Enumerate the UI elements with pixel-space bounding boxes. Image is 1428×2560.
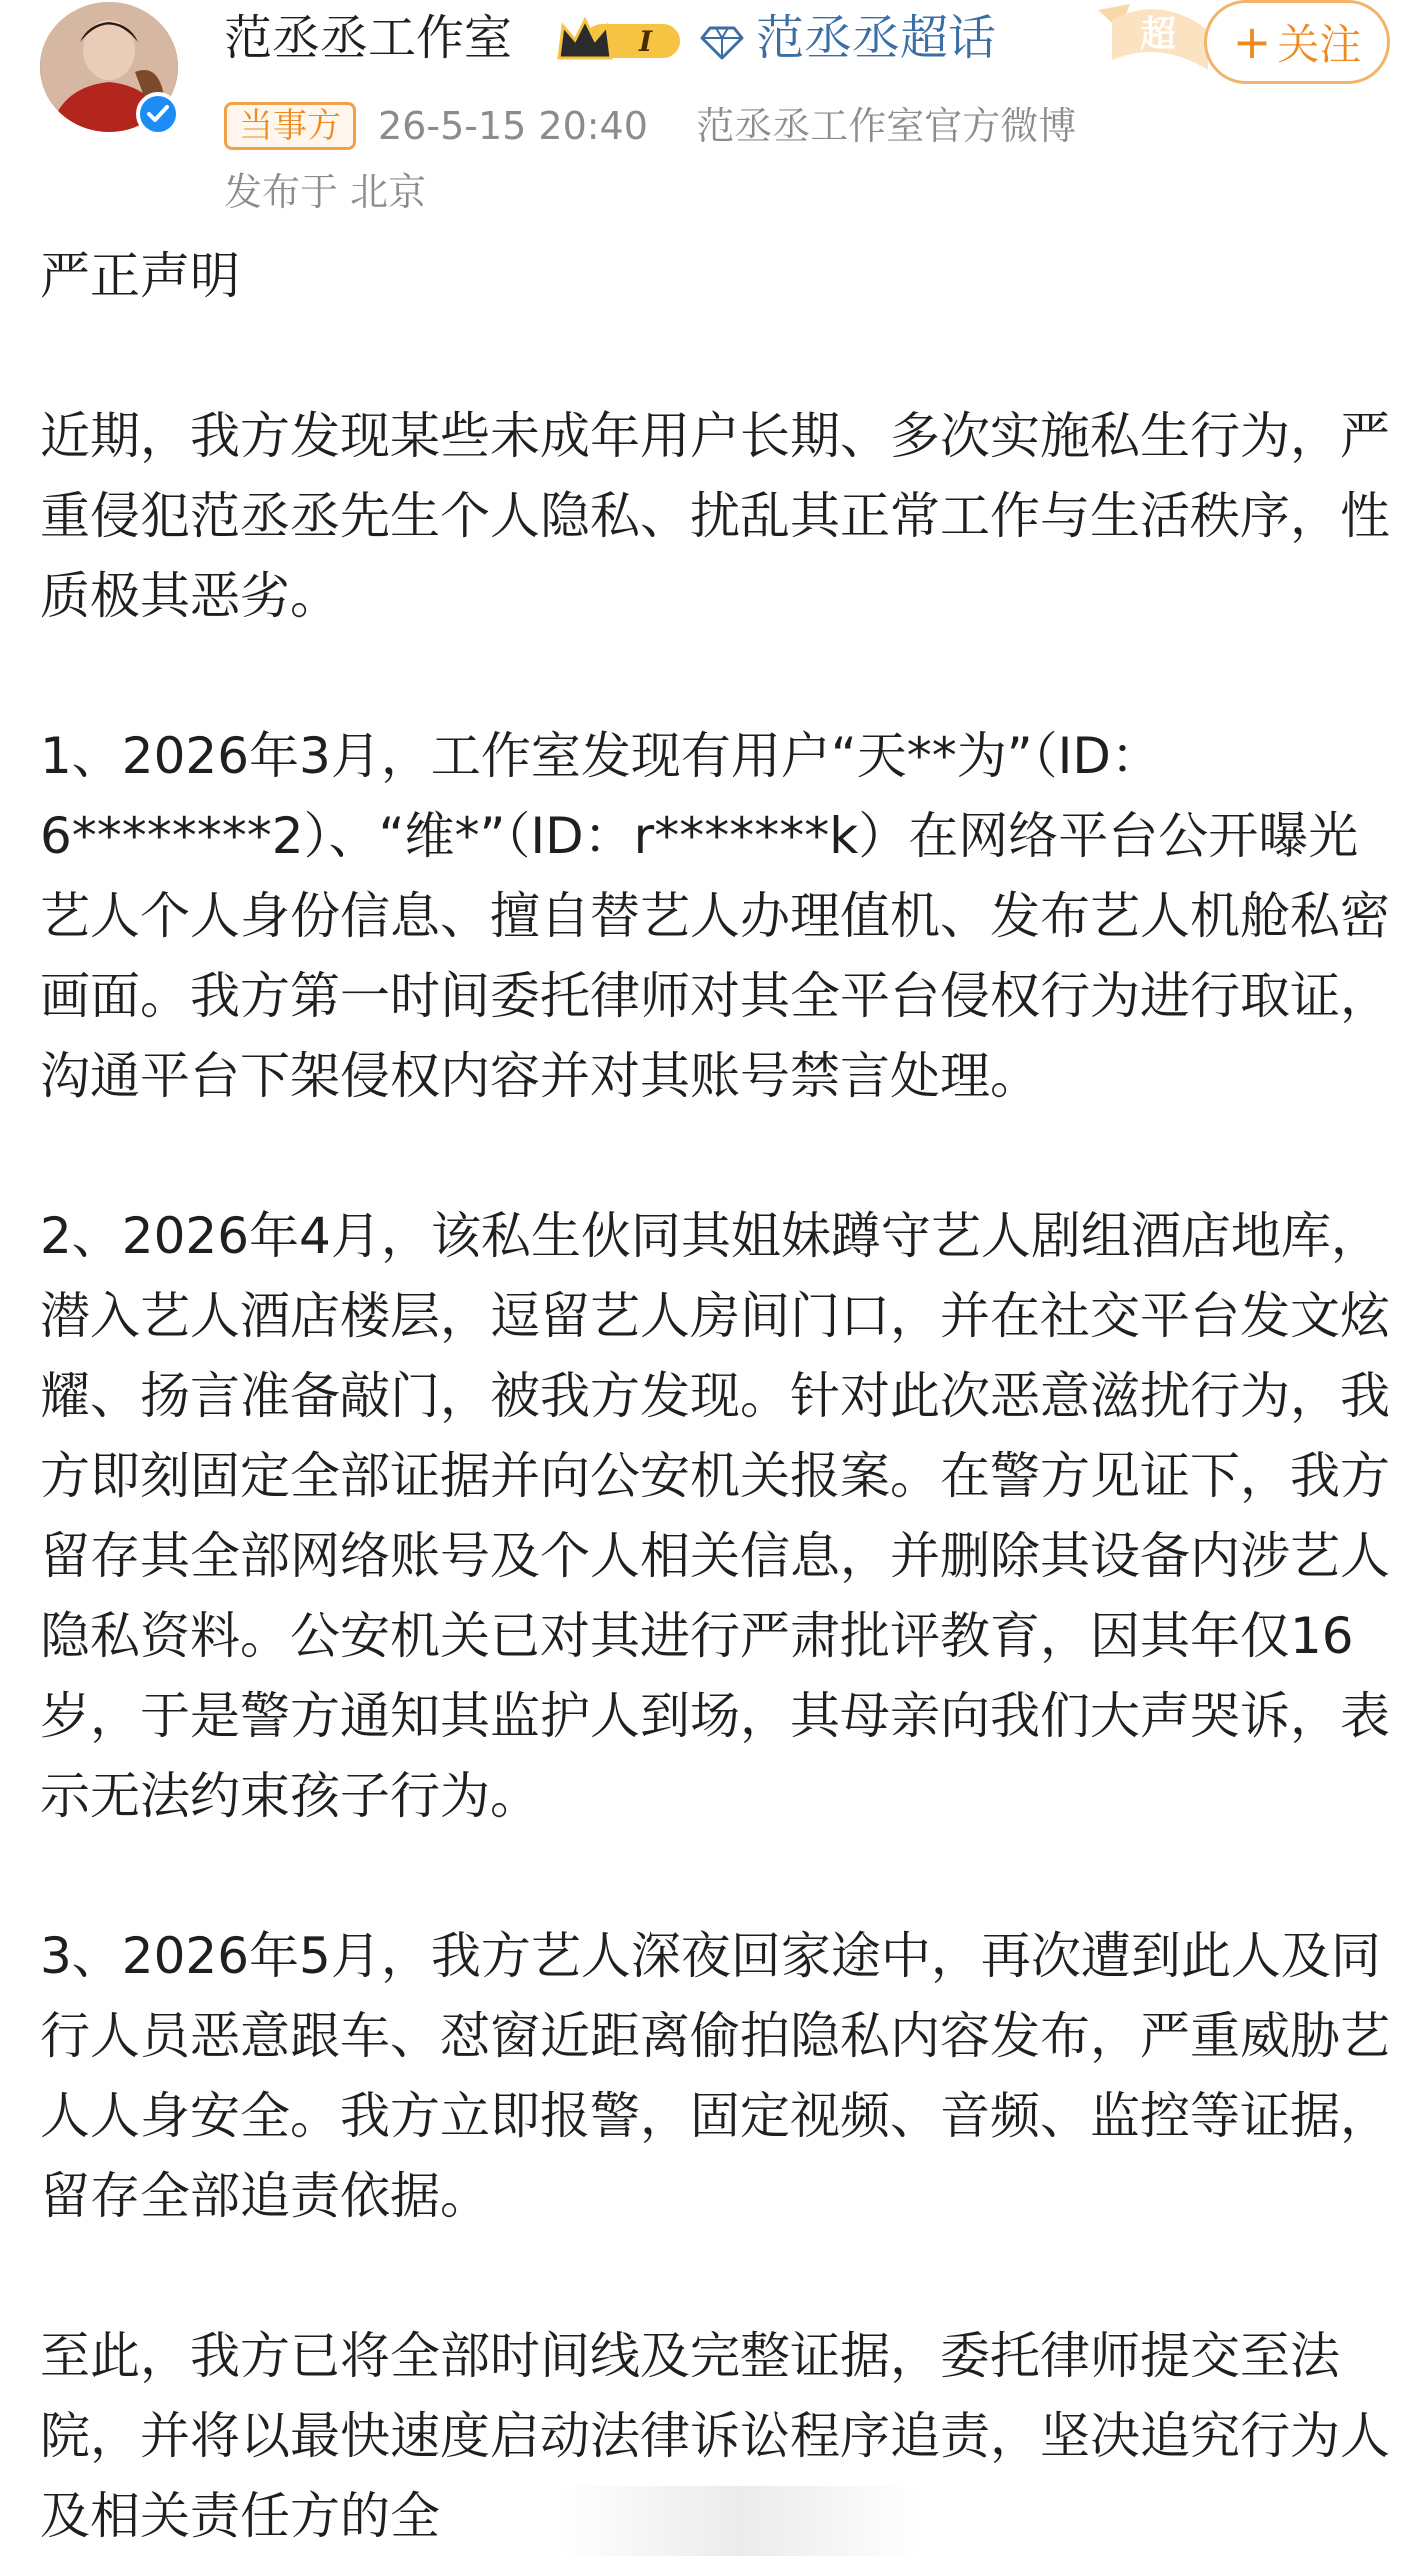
author-name[interactable]: 范丞丞工作室 [224,10,513,66]
post-title: 严正声明 [40,247,240,305]
post-paragraph: 3、2026年5月，我方艺人深夜回家途中，再次遭到此人及同行人员恶意跟车、怼窗近距离偷拍隐私内容发布，严重威胁艺人人身安全。我方立即报警，固定视频、音频、监控等证据，留存全部追责依据。 [40,1927,1390,2225]
post-meta [378,98,1076,154]
diamond-icon [700,22,744,62]
post-location: 发布于 北京 [224,170,427,214]
super-topic-link[interactable]: 范丞丞超话 [756,10,997,66]
crown-badge-icon[interactable] [555,14,685,64]
party-tag: 当事方 [224,102,356,150]
super-topic-badge [1090,0,1210,70]
plus-icon: + [1232,15,1272,69]
follow-button[interactable] [1204,0,1390,84]
post-paragraph: 近期，我方发现某些未成年用户长期、多次实施私生行为，严重侵犯范丞丞先生个人隐私、扰乱其正常工作与生活秩序，性质极其恶劣。 [40,407,1390,625]
post-source[interactable]: 范丞丞工作室官方微博 [696,104,1077,148]
post-paragraph: 1、2026年3月，工作室发现有用户“天**为”（ID：6********2）、“维*”（ID：r*******k）在网络平台公开曝光艺人个人身份信息、擅自替艺人办理值机、发布艺人机舱私密画面。我方第一时间委托律师对其全平台侵权行为进行取证，沟通平台下架侵权内容并对其账号禁言处理。 [40,727,1390,1105]
post-timestamp: 26-5-15 20:40 [378,104,648,148]
post-header [0,0,1428,230]
badge-level: I [639,25,653,58]
verified-icon [136,92,180,136]
super-badge-text: 超 [1140,14,1177,55]
post-paragraph: 2、2026年4月，该私生伙同其姐妹蹲守艺人剧组酒店地库，潜入艺人酒店楼层，逗留艺人房间门口，并在社交平台发文炫耀、扬言准备敲门，被我方发现。针对此次恶意滋扰行为，我方即刻固定全部证据并向公安机关报案。在警方见证下，我方留存其全部网络账号及个人相关信息，并删除其设备内涉艺人隐私资料。公安机关已对其进行严肃批评教育，因其年仅16岁，于是警方通知其监护人到场，其母亲向我们大声哭诉，表示无法约束孩子行为。 [40,1207,1390,1825]
post-paragraph: 至此，我方已将全部时间线及完整证据，委托律师提交至法院，并将以最快速度启动法律诉讼程序追责，坚决追究行为人及相关责任方的全 [40,2327,1390,2545]
post-body [40,236,1390,2556]
follow-label: 关注 [1277,20,1362,69]
watermark-overlay [560,2486,920,2556]
